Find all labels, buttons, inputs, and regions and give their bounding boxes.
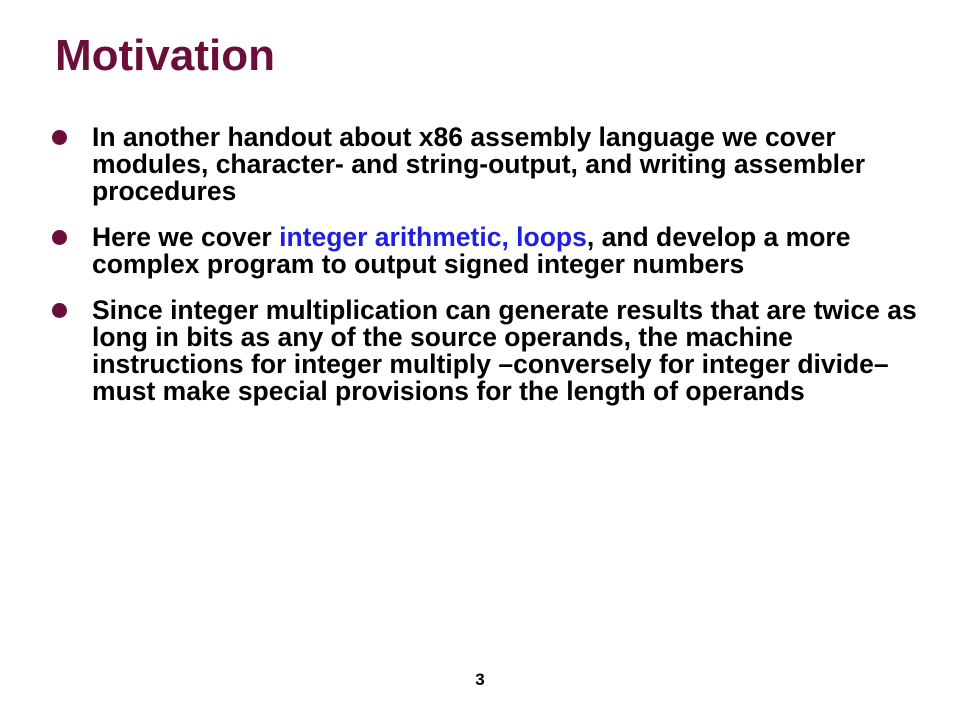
bullet-item-modules [52,124,932,205]
highlighted-text: integer arithmetic, loops [279,222,587,252]
bullet-text-after: , and develop a more complex program to output signed integer numbers [92,222,851,279]
slide-title: Motivation [55,31,275,80]
bullet-dot-icon [52,230,67,245]
bullet-item-arithmetic [52,224,932,278]
page-number: 3 [475,670,485,689]
bullet-text: In another handout about x86 assembly language we cover modules, character- and string-output, and writing assembler procedures [92,122,866,206]
bullet-text: Since integer multiplication can generate results that are twice as long in bits as any of the source operands, the machine instructions for integer multiply –conversely for integer divide– must make special provisions for the length of operands [92,295,917,406]
bullet-dot-icon [52,303,67,318]
bullet-text-before: Here we cover [92,222,280,252]
bullet-dot-icon [52,130,67,145]
bullet-item-multiplication [52,297,932,405]
bullet-list [52,124,932,424]
